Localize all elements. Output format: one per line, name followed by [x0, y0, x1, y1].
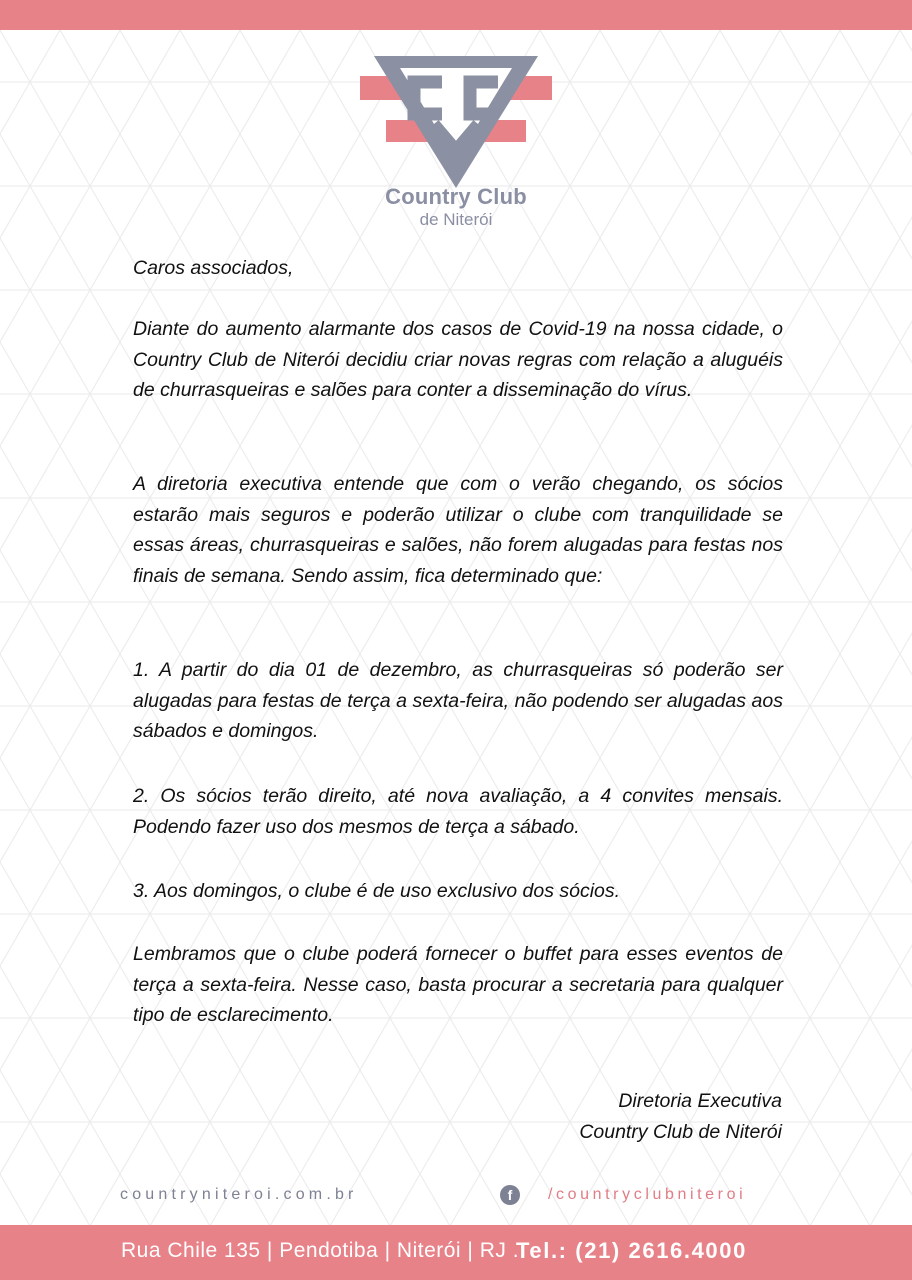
footer-telephone: Tel.: (21) 2616.4000: [516, 1238, 747, 1263]
footer-address: Rua Chile 135 | Pendotiba | Niterói | RJ .: [121, 1239, 520, 1262]
letter-salutation: Caros associados,: [133, 257, 294, 279]
facebook-handle-link[interactable]: /countryclubniteroi: [548, 1186, 747, 1203]
rule-item-1: 1. A partir do dia 01 de dezembro, as churrasqueiras só poderão ser alugadas para festas de terça a sexta-feira, não podendo ser alugadas aos sábados e domingos.: [133, 659, 783, 742]
signature-line-2: Country Club de Niterói: [579, 1120, 782, 1143]
rule-item-3: 3. Aos domingos, o clube é de uso exclusivo dos sócios.: [133, 880, 621, 902]
letter-closing-paragraph: Lembramos que o clube poderá fornecer o buffet para esses eventos de terça a sexta-feira. Nesse caso, basta procurar a secretaria para qualquer tipo de esclarecimento.: [133, 943, 783, 1026]
letter-paragraph-2: A diretoria executiva entende que com o verão chegando, os sócios estarão mais seguros e poderão utilizar o clube com tranquilidade se essas áreas, churrasqueiras e salões, não forem alugadas para festas nos finais de semana. Sendo assim, fica determinado que:: [133, 473, 783, 587]
top-band: [0, 0, 912, 30]
signature-line-1: Diretoria Executiva: [618, 1090, 782, 1112]
signature-block: [579, 1086, 782, 1147]
brand-subtitle: de Niterói: [419, 210, 493, 229]
country-club-logo-icon: [356, 52, 556, 192]
rule-item-2: 2. Os sócios terão direito, até nova avaliação, a 4 convites mensais. Podendo fazer uso dos mesmos de terça a sábado.: [133, 785, 783, 838]
website-link[interactable]: countryniteroi.com.br: [120, 1186, 358, 1203]
brand-name: Country Club: [385, 184, 527, 209]
facebook-icon: f: [500, 1185, 520, 1205]
letter-paragraph-1: Diante do aumento alarmante dos casos de Covid-19 na nossa cidade, o Country Club de Niterói decidiu criar novas regras com relação a aluguéis de churrasqueiras e salões para conter a disseminação do vírus.: [133, 318, 783, 401]
